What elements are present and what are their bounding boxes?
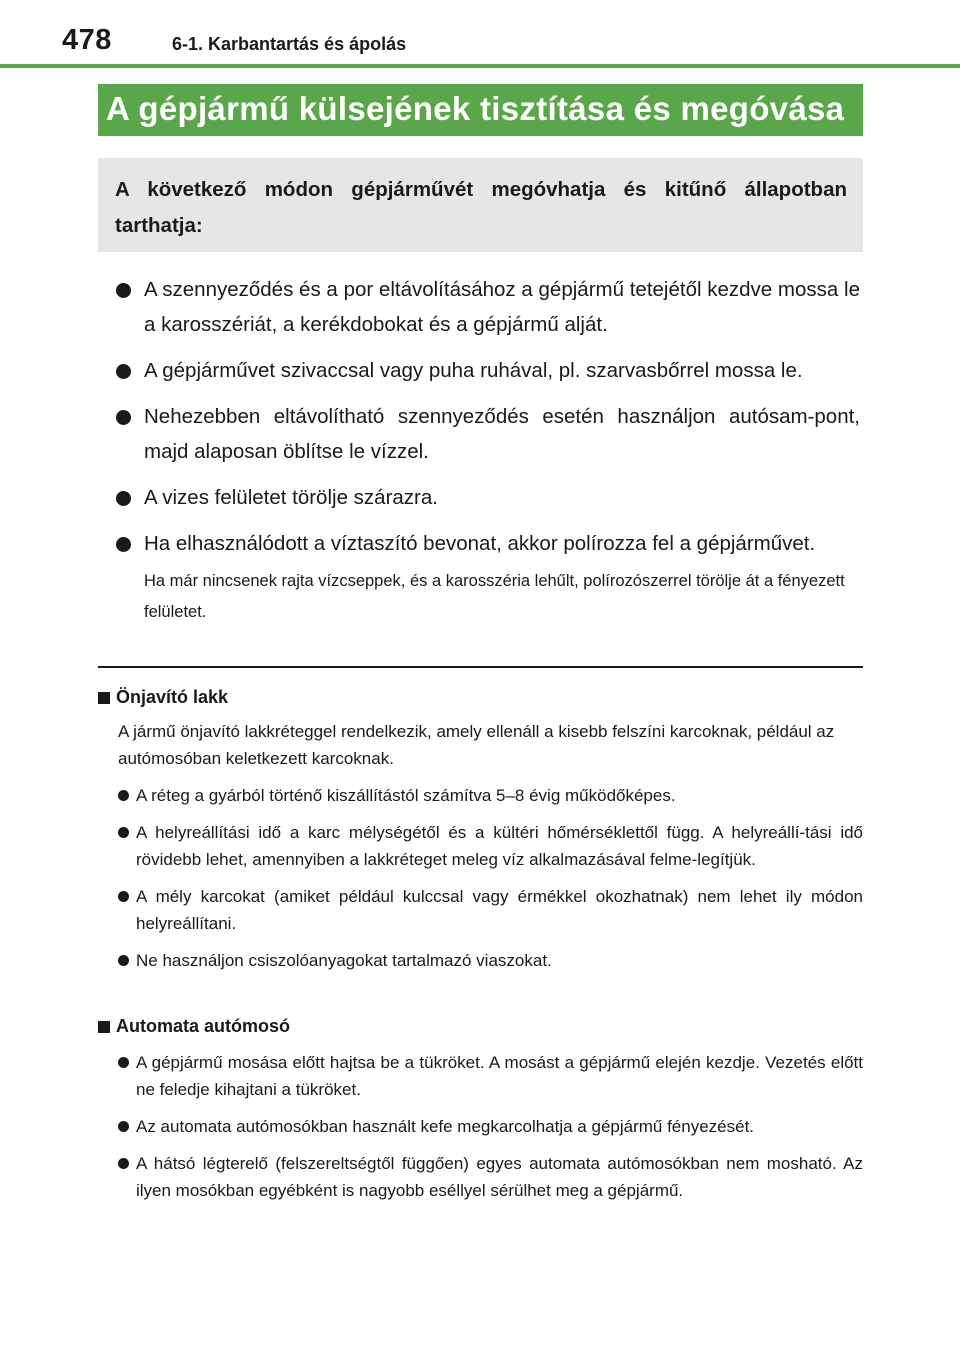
subsection-heading — [98, 684, 863, 710]
page-header — [0, 0, 960, 68]
bullet-text: A réteg a gyárból történő kiszállítástól számítva 5–8 évig működőképes. — [136, 786, 676, 805]
subsection-paragraph: A jármű önjavító lakkréteggel rendelkezik, amely ellenáll a kisebb felszíni karcoknak, például az autómosóban keletkezett karcoknak. — [118, 722, 835, 768]
subsection-heading — [98, 1013, 863, 1039]
bullet-icon — [118, 790, 129, 801]
header-rule — [0, 64, 960, 68]
bullet-icon — [118, 1121, 129, 1132]
bullet-text: Ne használjon csiszolóanyagokat tartalmazó viaszokat. — [136, 951, 552, 970]
list-item — [98, 947, 863, 974]
list-item — [116, 526, 860, 561]
bullet-icon — [116, 364, 131, 379]
page-number: 478 — [62, 24, 112, 56]
bullet-text: A gépjármű mosása előtt hajtsa be a tükröket. A mosást a gépjármű elején kezdje. Vezetés előtt ne feledje kihajtani a tükröket. — [136, 1053, 863, 1099]
square-bullet-icon — [98, 1021, 110, 1033]
subsection-heading-text: Automata autómosó — [116, 1016, 291, 1036]
list-item — [116, 353, 860, 388]
bullet-icon — [118, 1158, 129, 1169]
divider — [98, 666, 863, 668]
subsection-self-healing-paint — [98, 684, 863, 974]
bullet-note: Ha már nincsenek rajta vízcseppek, és a karosszéria lehűlt, polírozószerrel törölje át a fényezett felületet. — [144, 572, 845, 621]
bullet-text: A vizes felületet törölje szárazra. — [144, 486, 438, 509]
bullet-text: A szennyeződés és a por eltávolításához a gépjármű tetejétől kezdve mossa le a karosszériát, a kerékdobokat és a gépjármű alját. — [144, 278, 860, 336]
bullet-text: A helyreállítási idő a karc mélységétől és a kültéri hőmérséklettől függ. A helyreállí-tási idő rövidebb lehet, amennyiben a lakkréteget meleg víz alkalmazásával felme-legítjük. — [136, 823, 863, 869]
bullet-icon — [116, 537, 131, 552]
list-item — [98, 883, 863, 937]
bullet-icon — [118, 1057, 129, 1068]
intro-box — [98, 158, 863, 252]
list-item — [116, 480, 860, 515]
bullet-text: A hátsó légterelő (felszereltségtől függően) egyes automata autómosókban nem mosható. Az ilyen mosókban egyébként is nagyobb eséllyel sérülhet meg a gépjármű. — [136, 1154, 863, 1200]
bullet-text: Ha elhasználódott a víztaszító bevonat, akkor polírozza fel a gépjárművet. — [144, 532, 816, 555]
bullet-text: A gépjárművet szivaccsal vagy puha ruhával, pl. szarvasbőrrel mossa le. — [144, 359, 803, 382]
bullet-icon — [118, 827, 129, 838]
bullet-icon — [116, 491, 131, 506]
bullet-text: Az automata autómosókban használt kefe megkarcolhatja a gépjármű fényezését. — [136, 1117, 755, 1136]
main-bullet-list — [116, 272, 860, 561]
list-item — [98, 1113, 863, 1140]
list-item — [98, 1150, 863, 1204]
square-bullet-icon — [98, 692, 110, 704]
list-item — [116, 272, 860, 342]
bullet-text: A mély karcokat (amiket például kulccsal vagy érmékkel okozhatnak) nem lehet ily módon helyreállítani. — [136, 887, 863, 933]
bullet-icon — [118, 891, 129, 902]
bullet-icon — [116, 283, 131, 298]
bullet-icon — [118, 955, 129, 966]
subsection-heading-text: Önjavító lakk — [116, 687, 229, 707]
list-item — [98, 782, 863, 809]
list-item — [98, 1049, 863, 1103]
list-item — [98, 819, 863, 873]
section-title: 6-1. Karbantartás és ápolás — [172, 34, 407, 54]
subsection-automatic-car-wash — [98, 1013, 863, 1204]
bullet-icon — [116, 410, 131, 425]
list-item — [116, 399, 860, 469]
intro-text: A következő módon gépjárművét megóvhatja és kitűnő állapotban tarthatja: — [115, 178, 847, 237]
bullet-text: Nehezebben eltávolítható szennyeződés esetén használjon autósam-pont, majd alaposan öblítse le vízzel. — [144, 405, 860, 463]
page-title: A gépjármű külsejének tisztítása és megóvása — [106, 90, 845, 127]
title-bar — [98, 84, 863, 136]
